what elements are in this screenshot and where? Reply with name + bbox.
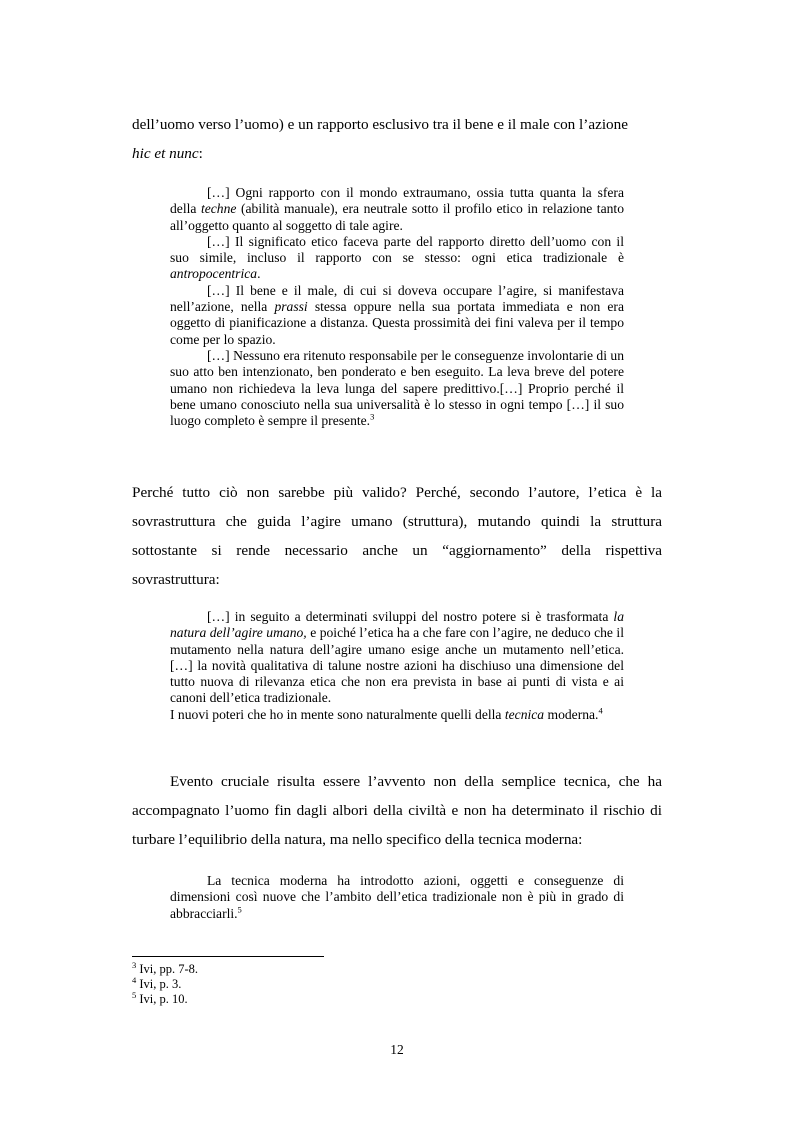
- footnote-3: [132, 959, 199, 977]
- paragraph-2: Perché tutto ciò non sarebbe più valido? Perché, secondo l’autore, l’etica è la sovrastruttura che guida l’agire umano (struttura), mutando quindi la struttura sottostante si rende necessario anche un “aggiornamento” della rispettiva sovrastruttura:: [132, 484, 662, 588]
- quote1-paragraph-4: [170, 348, 624, 429]
- quote1-paragraph-1: [170, 185, 624, 234]
- footnote-4: [132, 974, 198, 992]
- quote3-text: La tecnica moderna ha introdotto azioni, oggetti e conseguenze di dimensioni così nuove che l’ambito dell’etica tradizionale non è più in grado di abbracciarli.: [170, 873, 624, 921]
- quote1-text: stessa oppure nella sua portata immediata e non era oggetto di pianificazione a distanza. Questa prossimità dei fini valeva per il tempo come per lo spazio.: [170, 299, 624, 347]
- quote2-text: e poiché l’etica ha a che fare con l’agire, ne deduco che il mutamento nella natura dell’agire umano esige anche un mutamento nell’etica. […] la novità qualitativa di talune nostre azioni ha dischiuso una dimensione del tutto nuova di rilevanza etica che non era prevista in base ai punti di vista e ai canoni dell’etica tradizionale.: [170, 625, 624, 706]
- intro-latin-phrase: hic et nunc: [132, 145, 199, 162]
- page-number: 12: [390, 1042, 404, 1057]
- intro-colon: :: [198, 145, 203, 162]
- quote1-paragraph-2: [170, 234, 624, 283]
- footnote-ref-5[interactable]: 5: [237, 904, 242, 915]
- quote2-text: moderna.: [544, 706, 599, 722]
- block-quote-1: [170, 185, 624, 429]
- intro-line: dell’uomo verso l’uomo) e un rapporto esclusivo tra il bene e il male con l’azione: [132, 116, 628, 133]
- block-quote-3: [170, 873, 624, 922]
- quote2-tecnica: tecnica: [504, 706, 545, 722]
- footnote-ref-3[interactable]: 3: [370, 411, 375, 422]
- footnote-ref-4[interactable]: 4: [598, 705, 603, 716]
- quote2-text: I nuovi poteri che ho in mente sono naturalmente quelli della: [170, 706, 505, 722]
- footnote-text: Ivi, p. 10.: [136, 992, 188, 1006]
- quote2-paragraph-2: [170, 707, 624, 723]
- quote2-text: […] in seguito a determinati sviluppi del nostro potere si è trasformata: [207, 609, 614, 624]
- quote2-paragraph-1: [170, 609, 624, 707]
- quote2-natura: la natura dell’agire umano,: [170, 609, 624, 641]
- quote3-paragraph: [170, 873, 624, 922]
- footnote-5: [132, 989, 198, 1007]
- footnote-text: Ivi, pp. 7-8.: [136, 962, 199, 976]
- footnote-divider: [132, 956, 324, 957]
- quote1-text: […] Il bene e il male, di cui si doveva occupare l’agire, si manifestava nell’azione, nella: [170, 282, 624, 315]
- block-quote-2: [170, 609, 624, 723]
- quote1-text: (abilità manuale), era neutrale sotto il profilo etico in relazione tanto all’oggetto quanto al soggetto di tale agire.: [170, 201, 624, 233]
- quote1-prassi: prassi: [274, 299, 308, 315]
- footnote-number: 3: [132, 959, 137, 970]
- footnote-text: Ivi, p. 3.: [136, 977, 182, 991]
- quote1-antropocentrica: antropocentrica: [170, 266, 258, 282]
- intro-paragraph: [132, 110, 662, 168]
- paragraph-3: Evento cruciale risulta essere l’avvento non della semplice tecnica, che ha accompagnato l’uomo fin dagli albori della civiltà e non ha determinato il rischio di turbare l’equilibrio della natura, ma nello specifico della tecnica moderna:: [132, 773, 662, 848]
- quote1-techne: techne: [200, 201, 237, 217]
- footnote-number: 5: [132, 989, 137, 1000]
- quote1-text: .: [257, 266, 261, 282]
- footnote-number: 4: [132, 974, 137, 985]
- quote1-text: […] Il significato etico faceva parte del rapporto diretto dell’uomo con il suo simile, incluso il rapporto con se stesso: ogni etica tradizionale è: [170, 233, 624, 266]
- footnotes: [132, 959, 199, 1007]
- quote1-paragraph-3: [170, 283, 624, 348]
- quote1-text: […] Nessuno era ritenuto responsabile per le conseguenze involontarie di un suo atto ben intenzionato, ben ponderato e ben eseguito. La leva breve del potere umano non richiedeva la leva lunga del sapere predittivo.[…] Proprio perché il bene umano conosciuto nella sua universalità è lo stesso in ogni tempo […] il suo luogo completo è sempre il presente.: [170, 347, 624, 429]
- quote1-text: […] Ogni rapporto con il mondo extraumano, ossia tutta quanta la sfera della: [170, 185, 624, 217]
